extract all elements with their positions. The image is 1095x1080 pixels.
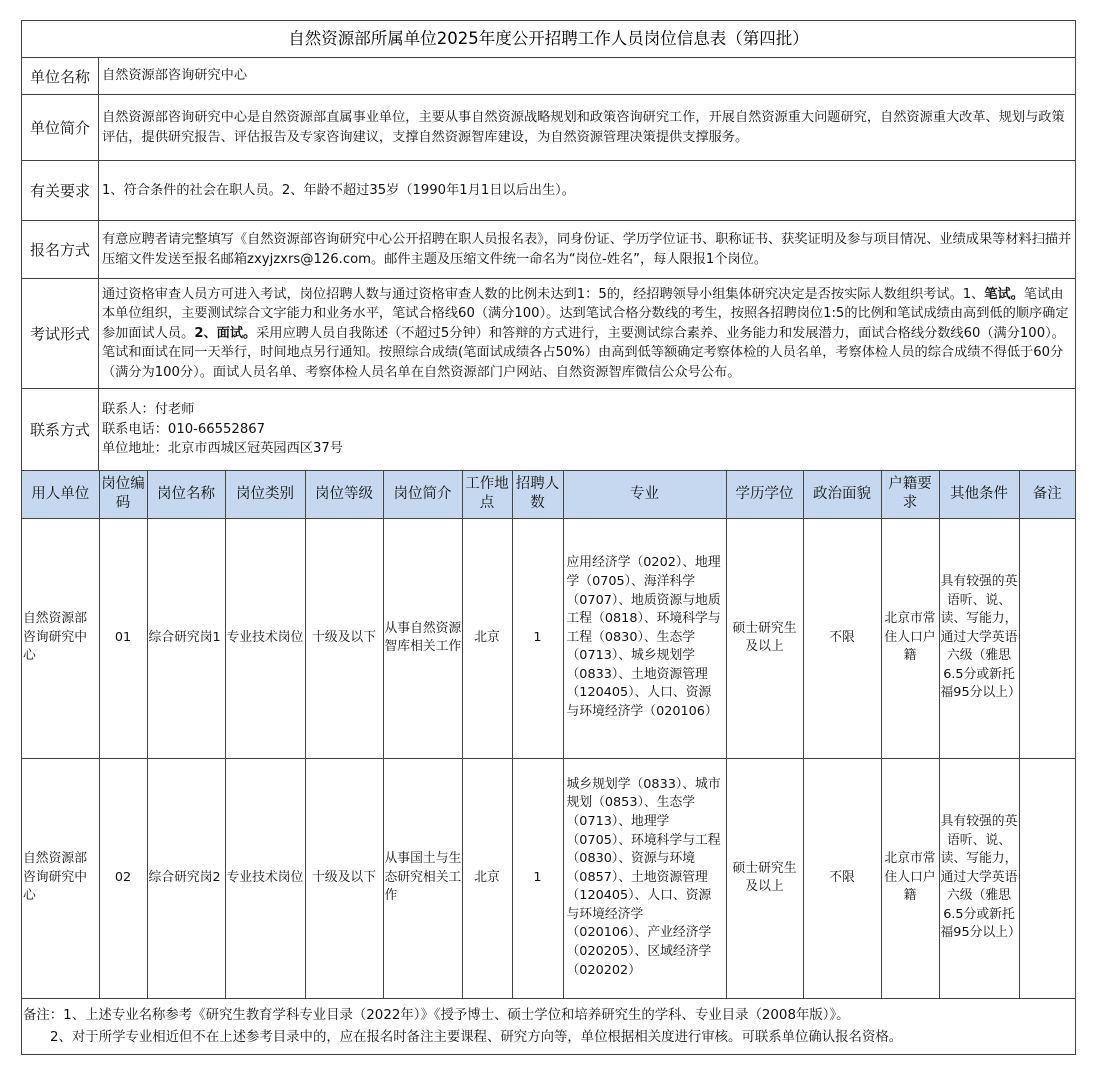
unit-name-row	[22, 58, 1075, 95]
header-cell: 户籍要求	[881, 471, 939, 518]
position-name-cell: 综合研究岗1	[147, 518, 225, 758]
exam-written-heading: 笔试。	[984, 286, 1024, 302]
level-cell: 十级及以下	[305, 758, 383, 998]
note-line-2: 2、对于所学专业相近但不在上述参考目录中的，应在报名时备注主要课程、研究方向等，单位根据相关度进行审核。可联系单位确认报名资格。	[50, 1030, 903, 1045]
exam-row	[22, 279, 1075, 389]
header-cell: 招聘人数	[512, 471, 563, 518]
other-conditions-cell: 具有较强的英语听、说、读、写能力，通过大学英语六级（雅思6.5分或新托福95分以上）	[939, 518, 1019, 758]
header-cell: 学历学位	[726, 471, 803, 518]
count-cell: 1	[512, 758, 563, 998]
header-cell: 备注	[1019, 471, 1075, 518]
hukou-cell: 北京市常住人口户籍	[881, 758, 939, 998]
major-cell: 城乡规划学（0833）、城市规划（0853）、生态学（0713）、地理学（0705）、环境科学与工程（0830）、资源与环境（0857）、土地资源管理（120405）、人口、资源与环境经济学（020106）、产业经济学（020205）、区域经济学（020202）	[563, 758, 726, 998]
unit-cell: 自然资源部咨询研究中心	[22, 518, 99, 758]
unit-intro-value: 自然资源部咨询研究中心是自然资源部直属事业单位，主要从事自然资源战略规划和政策咨询研究工作，开展自然资源重大问题研究，自然资源重大改革、规划与政策评估，提供研究报告、评估报告及专家咨询建议，支撑自然资源智库建设，为自然资源管理决策提供支撑服务。	[102, 110, 1065, 145]
code-cell: 01	[99, 518, 147, 758]
table-row	[22, 518, 1075, 758]
political-cell: 不限	[803, 518, 881, 758]
location-cell: 北京	[462, 518, 512, 758]
header-cell: 政治面貌	[803, 471, 881, 518]
contact-phone: 联系电话：010-66552867	[102, 421, 265, 437]
unit-intro-label: 单位简介	[22, 95, 99, 160]
exam-interview-heading: 2、面试。	[194, 325, 257, 341]
table-header-row	[22, 471, 1075, 518]
header-cell: 专业	[563, 471, 726, 518]
major-cell: 应用经济学（0202）、地理学（0705）、海洋科学（0707）、地质资源与地质工程（0818）、环境科学与工程（0830）、生态学（0713）、城乡规划学（0833）、土地资源管理（120405）、人口、资源与环境经济学（020106）	[563, 518, 726, 758]
level-cell: 十级及以下	[305, 518, 383, 758]
notes-section	[22, 998, 1075, 1054]
unit-cell: 自然资源部咨询研究中心	[22, 758, 99, 998]
exam-label: 考试形式	[22, 279, 99, 388]
degree-cell: 硕士研究生及以上	[726, 758, 803, 998]
remark-cell	[1019, 518, 1075, 758]
header-cell: 岗位编码	[99, 471, 147, 518]
exam-text-3: 采用应聘人员自我陈述（不超过5分钟）和答辩的方式进行，主要测试综合素养、业务能力和发展潜力，面试合格线分数线60（满分100）。笔试和面试在同一天举行，时间地点另行通知。按照综合成绩(笔面试成绩各占50%）由高到低等额确定考察体检的人员名单，考察体检人员的综合成绩不得低于60分（满分为100分）。面试人员名单、考察体检人员名单在自然资源部门户网站、自然资源智库微信公众号公布。	[102, 325, 1065, 380]
header-cell: 岗位名称	[147, 471, 225, 518]
header-cell: 工作地点	[462, 471, 512, 518]
apply-method-value: 有意应聘者请完整填写《自然资源部咨询研究中心公开招聘在职人员报名表》，同身份证、学历学位证书、职称证书、获奖证明及参与项目情况、业绩成果等材料扫描并压缩文件发送至报名邮箱zxyjzxrs@126.com。邮件主题及压缩文件统一命名为“岗位-姓名”，每人限报1个岗位。	[102, 232, 1072, 267]
header-cell: 用人单位	[22, 471, 99, 518]
intro-cell: 从事自然资源智库相关工作	[383, 518, 462, 758]
unit-intro-row	[22, 95, 1075, 161]
location-cell: 北京	[462, 758, 512, 998]
unit-name-label: 单位名称	[22, 58, 99, 94]
unit-name-value: 自然资源部咨询研究中心	[102, 68, 248, 84]
positions-table	[22, 471, 1075, 999]
contact-label: 联系方式	[22, 389, 99, 470]
contact-row	[22, 389, 1075, 471]
political-cell: 不限	[803, 758, 881, 998]
exam-text-2: 笔试由本单位组织，主要测试综合文字能力和业务水平，笔试合格线60（满分100）。达到笔试合格分数线的考生，按照各招聘岗位1:5的比例和笔试成绩由高到低的顺序确定参加面试人员。	[102, 286, 1069, 341]
table-row	[22, 758, 1075, 998]
category-cell: 专业技术岗位	[225, 518, 305, 758]
contact-person: 联系人：付老师	[102, 402, 195, 418]
requirements-label: 有关要求	[22, 161, 99, 220]
contact-address: 单位地址：北京市西城区冠英园西区37号	[102, 441, 343, 457]
code-cell: 02	[99, 758, 147, 998]
category-cell: 专业技术岗位	[225, 758, 305, 998]
requirements-value: 1、符合条件的社会在职人员。2、年龄不超过35岁（1990年1月1日以后出生）。	[102, 182, 575, 198]
hukou-cell: 北京市常住人口户籍	[881, 518, 939, 758]
count-cell: 1	[512, 518, 563, 758]
degree-cell: 硕士研究生及以上	[726, 518, 803, 758]
requirements-row	[22, 161, 1075, 221]
exam-text-1: 通过资格审查人员方可进入考试，岗位招聘人数与通过资格审查人数的比例未达到1：5的，经招聘领导小组集体研究决定是否按实际人数组织考试。1、	[102, 286, 985, 302]
other-conditions-cell: 具有较强的英语听、说、读、写能力，通过大学英语六级（雅思6.5分或新托福95分以上）	[939, 758, 1019, 998]
intro-cell: 从事国土与生态研究相关工作	[383, 758, 462, 998]
note-line-1: 备注：1、上述专业名称参考《研究生教育学科专业目录（2022年）》《授予博士、硕士学位和培养研究生的学科、专业目录（2008年版）》。	[23, 1008, 850, 1023]
header-cell: 岗位简介	[383, 471, 462, 518]
header-cell: 其他条件	[939, 471, 1019, 518]
contact-value	[102, 400, 1072, 459]
apply-method-label: 报名方式	[22, 221, 99, 278]
job-info-document	[21, 20, 1076, 1055]
remark-cell	[1019, 758, 1075, 998]
position-name-cell: 综合研究岗2	[147, 758, 225, 998]
exam-value	[102, 285, 1072, 383]
header-cell: 岗位等级	[305, 471, 383, 518]
apply-method-row	[22, 221, 1075, 279]
header-cell: 岗位类别	[225, 471, 305, 518]
document-title: 自然资源部所属单位2025年度公开招聘工作人员岗位信息表（第四批）	[22, 21, 1075, 58]
